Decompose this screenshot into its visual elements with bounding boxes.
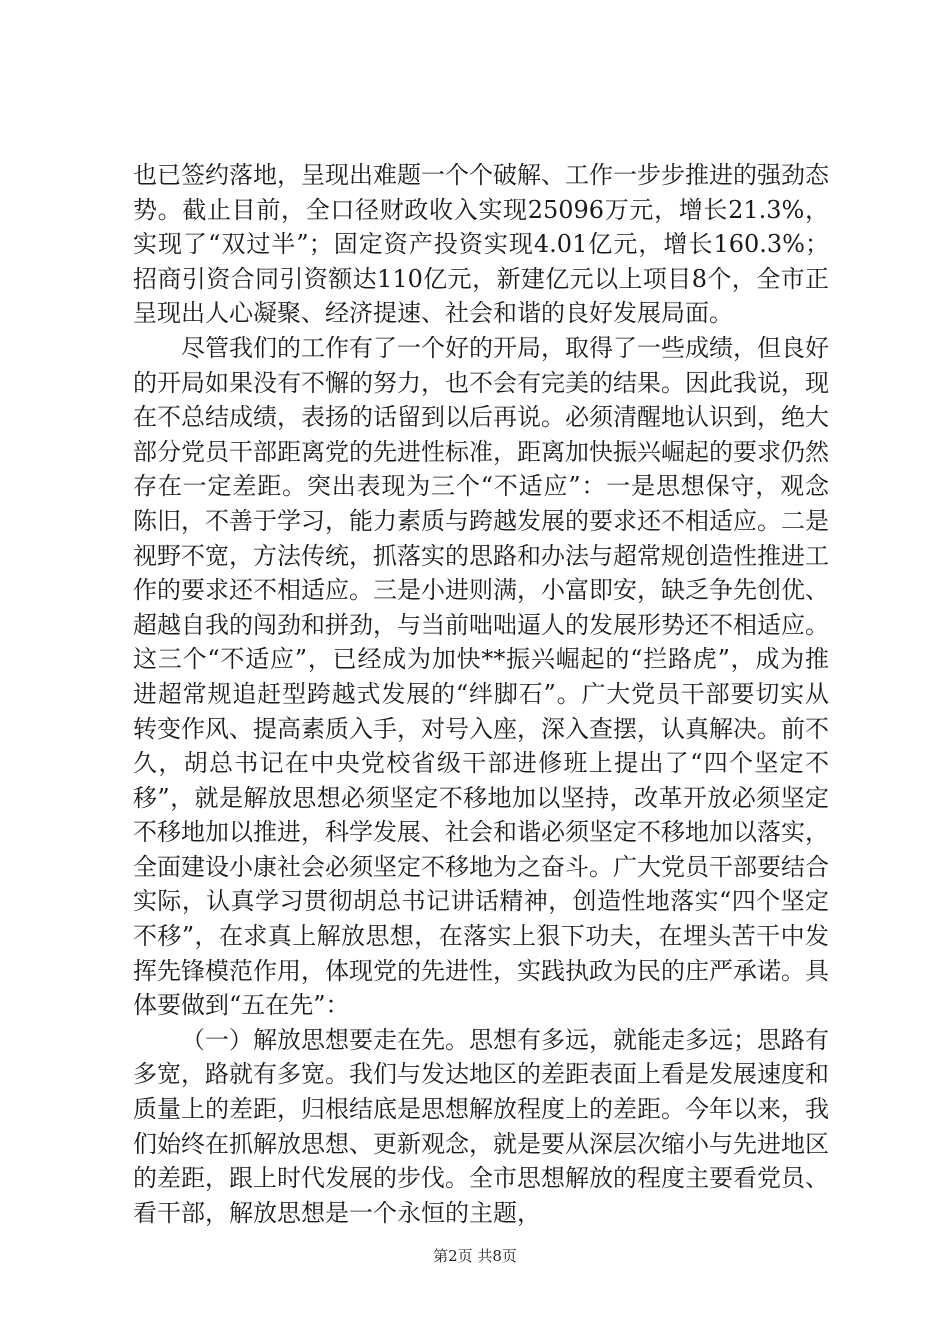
paragraph-2: 尽管我们的工作有了一个好的开局，取得了一些成绩，但良好的开局如果没有不懈的努力，也不会有完美的结果。因此我说，现在不总结成绩，表扬的话留到以后再说。必须清醒地认识到，绝大部分党员干部距离党的先进性标准，距离加快振兴崛起的要求仍然存在一定差距。突出表现为三个“不适应”：一是思想保守，观念陈旧，不善于学习，能力素质与跨越发展的要求还不相适应。二是视野不宽，方法传统，抓落实的思路和办法与超常规创造性推进工作的要求还不相适应。三是小进则满，小富即安，缺乏争先创优、超越自我的闯劲和拼劲，与当前咄咄逼人的发展形势还不相适应。这三个“不适应”，已经成为加快**振兴崛起的“拦路虎”，成为推进超常规追赶型跨越式发展的“绊脚石”。广大党员干部要切实从转变作风、提高素质入手，对号入座，深入查摆，认真解决。前不久，胡总书记在中央党校省级干部进修班上提出了“四个坚定不移”，就是解放思想必须坚定不移地加以坚持，改革开放必须坚定不移地加以推进，科学发展、社会和谐必须坚定不移地加以落实，全面建设小康社会必须坚定不移地为之奋斗。广大党员干部要结合实际，认真学习贯彻胡总书记讲话精神，创造性地落实“四个坚定不移”，在求真上解放思想，在落实上狠下功夫，在埋头苦干中发挥先锋模范作用，体现党的先进性，实践执政为民的庄严承诺。具体要做到“五在先”： [133, 333, 829, 1020]
document-body [133, 158, 829, 1230]
page-footer [0, 1245, 950, 1266]
page-number-label: 第2页 共8页 [433, 1247, 517, 1265]
paragraph-1: 也已签约落地，呈现出难题一个个破解、工作一步步推进的强劲态势。截止目前，全口径财政收入实现25096万元，增长21.3%，实现了“双过半”；固定资产投资实现4.01亿元，增长160.3%；招商引资合同引资额达110亿元，新建亿元以上项目8个，全市正呈现出人心凝聚、经济提速、社会和谐的良好发展局面。 [133, 161, 829, 328]
paragraph-3: （一）解放思想要走在先。思想有多远，就能走多远；思路有多宽，路就有多宽。我们与发达地区的差距表面上看是发展速度和质量上的差距，归根结底是思想解放程度上的差距。今年以来，我们始终在抓解放思想、更新观念，就是要从深层次缩小与先进地区的差距，跟上时代发展的步伐。全市思想解放的程度主要看党员、看干部，解放思想是一个永恒的主题， [133, 1025, 829, 1227]
